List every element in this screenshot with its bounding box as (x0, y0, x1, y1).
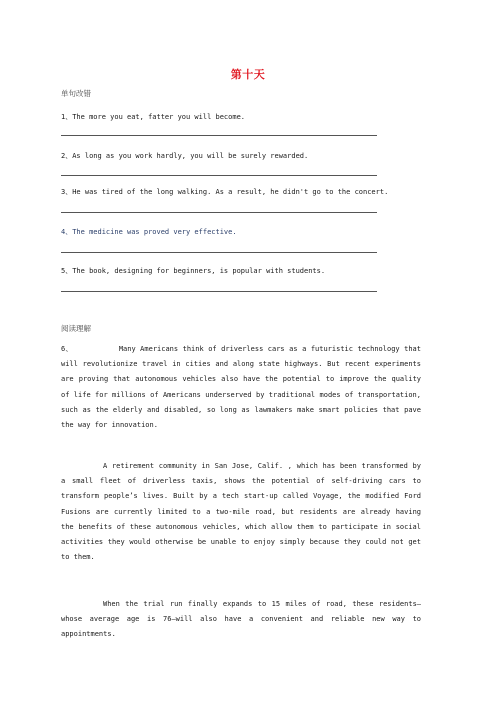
paragraph-1-text: Many Americans think of driverless cars as a futuristic technology that will revolutionize travel in cities and along state highways. But recent experiments are proving that autonomous vehicles also have the potential to improve the quality of life for millions of Americans underserved by traditional modes of transportation, such as the elderly and disabled, so long as lawmakers make smart policies that pave the way for innovation. (61, 345, 421, 430)
exercise-item-4: 4、The medicine was proved very effective. (61, 228, 237, 236)
answer-line-2[interactable] (61, 175, 377, 176)
section-label-reading: 阅读理解 (61, 324, 91, 333)
answer-line-3[interactable] (61, 212, 377, 213)
exercise-item-3: 3、He was tired of the long walking. As a result, he didn't go to the concert. (61, 188, 389, 196)
reading-paragraph-2: A retirement community in San Jose, Calif. , which has been transformed by a small fleet of driverless taxis, shows the potential of self-driving cars to transform people’s lives. Built by a tech start-up called Voyage, the modified Ford Fusions are currently limited to a two-mile road, but residents are already having the benefits of these autonomous vehicles, which allow them to participate in social activities they would otherwise be unable to enjoy simply because they could not get to them. (61, 462, 421, 562)
answer-line-5[interactable] (61, 291, 377, 292)
page-title: 第十天 (230, 68, 266, 81)
exercise-item-1: 1、The more you eat, fatter you will become. (61, 113, 246, 121)
reading-paragraph-3: When the trial run finally expands to 15 miles of road, these residents—whose average age is 76—will also have a convenient and reliable new way to appointments. (61, 600, 421, 639)
section-label-error-correction: 单句改错 (61, 89, 91, 98)
exercise-item-5: 5、The book, designing for beginners, is popular with students. (61, 267, 326, 275)
answer-line-4[interactable] (61, 252, 377, 253)
answer-line-1[interactable] (61, 135, 377, 136)
reading-paragraph-1 (61, 342, 421, 433)
question-number: 6、 (61, 345, 73, 353)
exercise-item-2: 2、As long as you work hardly, you will be surely rewarded. (61, 152, 309, 160)
